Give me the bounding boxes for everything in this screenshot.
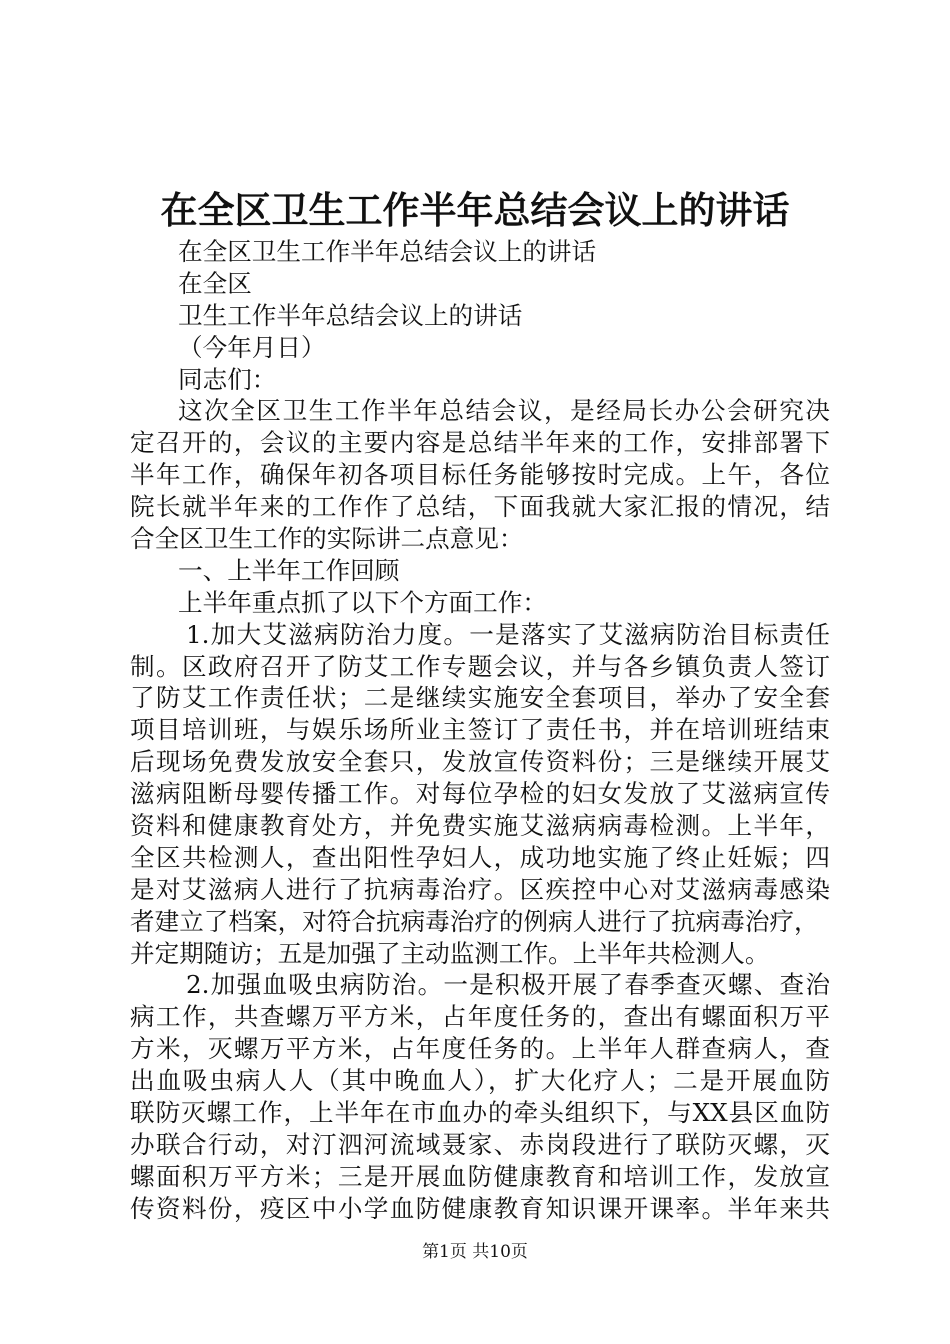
paragraph-line: 1.加大艾滋病防治力度。一是落实了艾滋病防治目标责任 <box>186 619 830 649</box>
paragraph-line: 卫生工作半年总结会议上的讲话 <box>178 300 523 330</box>
paragraph-line: 院长就半年来的工作作了总结，下面我就大家汇报的情况，结 <box>130 492 830 522</box>
paragraph-line: 了防艾工作责任状；二是继续实施安全套项目，举办了安全套 <box>130 683 830 713</box>
paragraph-line: 螺面积万平方米；三是开展血防健康教育和培训工作，发放宣 <box>130 1161 830 1191</box>
paragraph-line: 2.加强血吸虫病防治。一是积极开展了春季查灭螺、查治 <box>186 970 830 1000</box>
paragraph-line: 后现场免费发放安全套只，发放宣传资料份；三是继续开展艾 <box>130 747 830 777</box>
paragraph-line: 制。区政府召开了防艾工作专题会议，并与各乡镇负责人签订 <box>130 651 830 681</box>
paragraph-line: 定召开的，会议的主要内容是总结半年来的工作，安排部署下 <box>130 428 830 458</box>
paragraph-line: 办联合行动，对汀泗河流域聂家、赤岗段进行了联防灭螺，灭 <box>130 1129 830 1159</box>
paragraph-line: 项目培训班，与娱乐场所业主签订了责任书，并在培训班结束 <box>130 715 830 745</box>
paragraph-line: 出血吸虫病人人（其中晚血人），扩大化疗人；二是开展血防 <box>130 1066 830 1096</box>
paragraph-line: 联防灭螺工作，上半年在市血办的牵头组织下，与XX县区血防 <box>130 1098 830 1128</box>
paragraph-line: 者建立了档案，对符合抗病毒治疗的例病人进行了抗病毒治疗， <box>130 906 819 936</box>
paragraph-line: 上半年重点抓了以下个方面工作： <box>178 587 547 617</box>
paragraph-line: 半年工作，确保年初各项目标任务能够按时完成。上午，各位 <box>130 460 830 490</box>
document-body <box>130 236 830 1225</box>
paragraph-line: 病工作，共查螺万平方米，占年度任务的，查出有螺面积万平 <box>130 1002 830 1032</box>
paragraph-line: 并定期随访；五是加强了主动监测工作。上半年共检测人。 <box>130 938 770 968</box>
paragraph-line: 在全区卫生工作半年总结会议上的讲话 <box>178 237 597 266</box>
paragraph-line: 这次全区卫生工作半年总结会议，是经局长办公会研究决 <box>178 396 830 426</box>
paragraph-line: （今年月日） <box>178 332 326 362</box>
section-heading: 一、上半年工作回顾 <box>178 555 400 585</box>
paragraph-line: 全区共检测人，查出阳性孕妇人，成功地实施了终止妊娠；四 <box>130 842 830 872</box>
paragraph-line: 方米，灭螺万平方米，占年度任务的。上半年人群查病人，查 <box>130 1034 830 1064</box>
document-title: 在全区卫生工作半年总结会议上的讲话 <box>160 188 790 232</box>
paragraph-line: 在全区 <box>178 268 252 298</box>
paragraph-line: 合全区卫生工作的实际讲二点意见： <box>130 524 524 554</box>
paragraph-line: 同志们： <box>178 364 277 394</box>
page-footer: 第1页 共10页 <box>422 1242 528 1262</box>
paragraph-line: 传资料份，疫区中小学血防健康教育知识课开课率。半年来共 <box>130 1193 830 1223</box>
paragraph-line: 是对艾滋病人进行了抗病毒治疗。区疾控中心对艾滋病毒感染 <box>130 874 830 904</box>
paragraph-line: 资料和健康教育处方，并免费实施艾滋病病毒检测。上半年， <box>130 811 830 841</box>
paragraph-line: 滋病阻断母婴传播工作。对每位孕检的妇女发放了艾滋病宣传 <box>130 779 830 809</box>
